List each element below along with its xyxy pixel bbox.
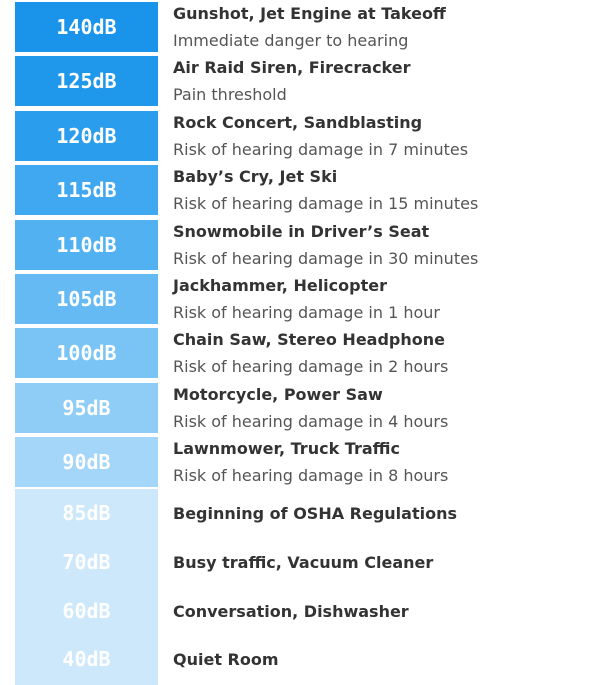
db-level-badge: 110dB xyxy=(15,220,158,270)
sound-source-label: Lawnmower, Truck Traffic xyxy=(173,439,400,459)
hearing-risk-label: Risk of hearing damage in 8 hours xyxy=(173,466,449,486)
hearing-risk-label: Risk of hearing damage in 1 hour xyxy=(173,303,440,322)
db-level-badge: 115dB xyxy=(15,165,158,215)
level-row xyxy=(0,538,600,587)
db-level-badge: 100dB xyxy=(15,328,158,378)
level-row xyxy=(0,220,600,270)
level-row xyxy=(0,328,600,378)
db-level-badge: 105dB xyxy=(15,274,158,324)
sound-source-label: Motorcycle, Power Saw xyxy=(173,384,383,404)
sound-source-label: Chain Saw, Stereo Headphone xyxy=(173,330,445,350)
level-row xyxy=(0,383,600,433)
sound-source-label: Jackhammer, Helicopter xyxy=(173,276,387,295)
db-level-badge: 70dB xyxy=(62,550,111,575)
hearing-risk-label: Immediate danger to hearing xyxy=(173,31,409,50)
db-level-badge: 60dB xyxy=(62,598,111,623)
level-row xyxy=(0,437,600,487)
level-row xyxy=(0,2,600,52)
db-level-badge: 125dB xyxy=(15,56,158,106)
db-level-badge: 140dB xyxy=(15,2,158,52)
level-row xyxy=(0,165,600,215)
db-level-badge: 90dB xyxy=(15,437,158,487)
db-level-badge: 40dB xyxy=(62,647,111,672)
sound-source-label: Beginning of OSHA Regulations xyxy=(173,504,457,524)
hearing-risk-label: Risk of hearing damage in 2 hours xyxy=(173,357,449,377)
hearing-risk-label: Risk of hearing damage in 15 minutes xyxy=(173,194,479,214)
sound-source-label: Snowmobile in Driver’s Seat xyxy=(173,221,430,241)
sound-source-label: Conversation, Dishwasher xyxy=(173,601,409,621)
level-row xyxy=(0,274,600,324)
db-level-badge: 95dB xyxy=(15,383,158,433)
hearing-risk-label: Pain threshold xyxy=(173,85,287,105)
level-row xyxy=(0,586,600,635)
sound-source-label: Busy traffic, Vacuum Cleaner xyxy=(173,553,434,573)
db-level-badge: 85dB xyxy=(62,501,111,526)
sound-source-label: Air Raid Siren, Firecracker xyxy=(173,58,411,78)
level-row xyxy=(0,56,600,106)
db-level-badge: 120dB xyxy=(15,111,158,161)
level-row xyxy=(0,489,600,538)
level-row xyxy=(0,111,600,161)
hearing-risk-label: Risk of hearing damage in 4 hours xyxy=(173,411,449,431)
level-row xyxy=(0,635,600,684)
sound-source-label: Gunshot, Jet Engine at Takeoff xyxy=(173,4,446,23)
hearing-risk-label: Risk of hearing damage in 7 minutes xyxy=(173,139,469,159)
sound-source-label: Quiet Room xyxy=(173,650,279,670)
sound-source-label: Rock Concert, Sandblasting xyxy=(173,112,423,132)
hearing-risk-label: Risk of hearing damage in 30 minutes xyxy=(173,248,479,268)
sound-source-label: Baby’s Cry, Jet Ski xyxy=(173,167,338,187)
